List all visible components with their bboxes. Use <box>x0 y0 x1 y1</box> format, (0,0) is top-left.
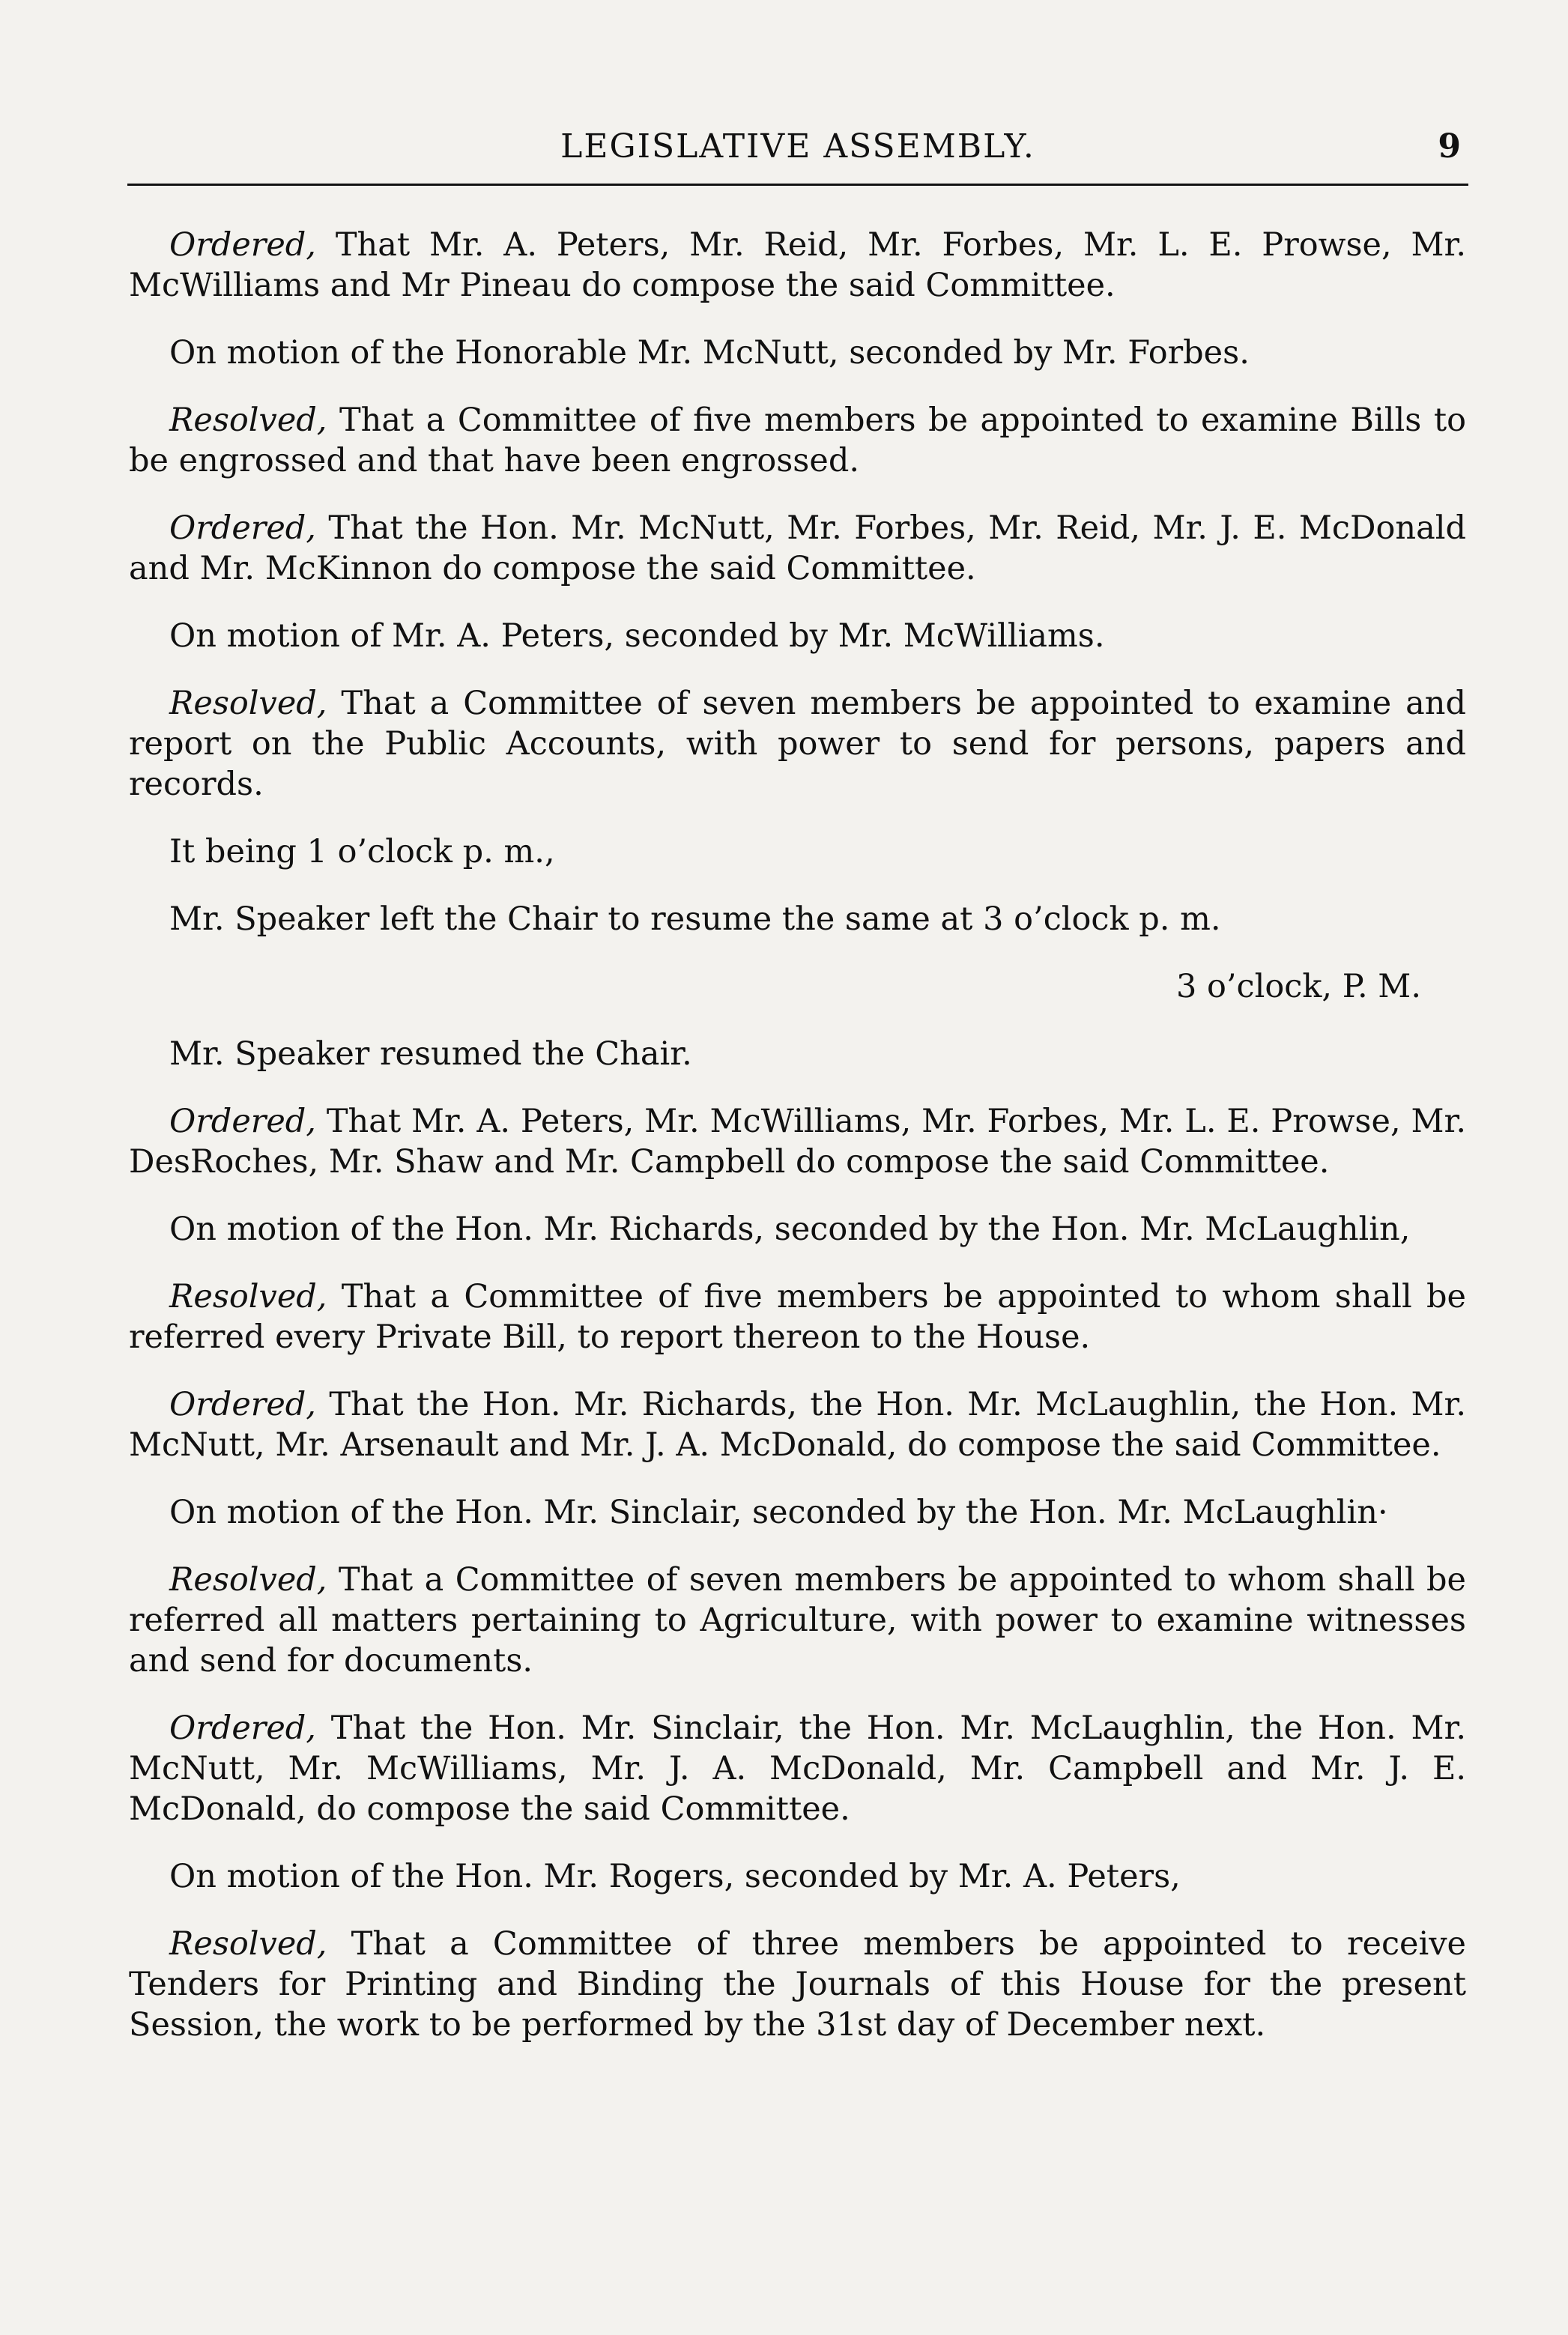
paragraph-lead: Resolved, <box>169 402 327 439</box>
paragraph-text: On motion of the Hon. Mr. Richards, seconded by the Hon. Mr. McLaughlin, <box>169 1211 1411 1248</box>
paragraph-lead: Resolved, <box>169 1925 327 1963</box>
paragraph-lead: Ordered, <box>169 1709 316 1747</box>
journal-paragraph <box>129 1384 1466 1465</box>
paragraph-text: That the Hon. Mr. Sinclair, the Hon. Mr. McLaughlin, the Hon. Mr. McNutt, Mr. McWilliams, Mr. J. A. McDonald, Mr. Campbell and Mr. J. E. McDonald, do compose the said Committee. <box>129 1709 1466 1828</box>
paragraph-text: That a Committee of five members be appointed to whom shall be referred every Private Bill, to report thereon to the House. <box>129 1278 1466 1356</box>
journal-paragraph <box>129 683 1466 805</box>
time-heading <box>129 966 1466 1007</box>
paragraph-text: Mr. Speaker left the Chair to resume the same at 3 o’clock p. m. <box>169 900 1221 938</box>
journal-paragraph <box>129 1101 1466 1182</box>
paragraph-text: That a Committee of seven members be appointed to whom shall be referred all matters pertaining to Agriculture, with power to examine witnesses and send for documents. <box>129 1561 1466 1680</box>
journal-paragraph <box>129 1209 1466 1250</box>
journal-paragraph <box>129 1492 1466 1533</box>
paragraph-lead: Resolved, <box>169 1561 327 1599</box>
header-rule <box>127 184 1468 186</box>
paragraph-lead: Ordered, <box>169 226 316 264</box>
paragraph-lead: Ordered, <box>169 1386 316 1423</box>
paragraph-text: On motion of the Honorable Mr. McNutt, seconded by Mr. Forbes. <box>169 334 1250 372</box>
journal-paragraph <box>129 1924 1466 2045</box>
journal-paragraph <box>129 899 1466 939</box>
paragraph-text: That a Committee of three members be appointed to receive Tenders for Printing and Binding the Journals of this House for the present Session, the work to be performed by the 31st day of December next. <box>129 1925 1466 2044</box>
paragraph-text: It being 1 o’clock p. m., <box>169 833 555 870</box>
paragraph-text: That a Committee of five members be appointed to examine Bills to be engrossed and that have been engrossed. <box>129 402 1466 479</box>
paragraph-lead: Resolved, <box>169 1278 327 1315</box>
journal-paragraph <box>129 508 1466 589</box>
journal-paragraph <box>129 1560 1466 1681</box>
journal-paragraph <box>129 1856 1466 1897</box>
paragraph-text: That a Committee of seven members be appointed to examine and report on the Public Accounts, with power to send for persons, papers and records. <box>129 685 1466 803</box>
paragraph-text: That the Hon. Mr. McNutt, Mr. Forbes, Mr. Reid, Mr. J. E. McDonald and Mr. McKinnon do compose the said Committee. <box>129 509 1466 587</box>
journal-paragraph <box>129 400 1466 481</box>
running-title: LEGISLATIVE ASSEMBLY. <box>560 127 1035 166</box>
paragraph-text: That Mr. A. Peters, Mr. McWilliams, Mr. Forbes, Mr. L. E. Prowse, Mr. DesRoches, Mr. Shaw and Mr. Campbell do compose the said Committee. <box>129 1103 1466 1181</box>
paragraph-text: 3 o’clock, P. M. <box>1175 968 1421 1005</box>
paragraph-text: That the Hon. Mr. Richards, the Hon. Mr. McLaughlin, the Hon. Mr. McNutt, Mr. Arsenault and Mr. J. A. McDonald, do compose the said Committee. <box>129 1386 1466 1464</box>
page-header <box>127 120 1468 180</box>
paragraph-lead: Ordered, <box>169 509 316 547</box>
paragraph-text: Mr. Speaker resumed the Chair. <box>169 1035 692 1073</box>
paragraph-text: On motion of the Hon. Mr. Sinclair, seconded by the Hon. Mr. McLaughlin· <box>169 1494 1388 1531</box>
paragraph-text: On motion of Mr. A. Peters, seconded by Mr. McWilliams. <box>169 617 1105 655</box>
journal-paragraph <box>129 1034 1466 1074</box>
paragraph-lead: Resolved, <box>169 685 327 722</box>
paragraph-text: That Mr. A. Peters, Mr. Reid, Mr. Forbes, Mr. L. E. Prowse, Mr. McWilliams and Mr Pineau do compose the said Committee. <box>129 226 1466 304</box>
paragraph-lead: Ordered, <box>169 1103 316 1140</box>
journal-paragraph <box>129 1708 1466 1829</box>
journal-paragraph <box>129 1276 1466 1357</box>
journal-paragraph <box>129 616 1466 656</box>
journal-paragraph <box>129 832 1466 872</box>
journal-paragraph <box>129 225 1466 306</box>
paragraph-text: On motion of the Hon. Mr. Rogers, seconded by Mr. A. Peters, <box>169 1858 1181 1895</box>
journal-body <box>129 225 1466 2072</box>
journal-paragraph <box>129 333 1466 373</box>
page-number: 9 <box>1438 127 1461 166</box>
